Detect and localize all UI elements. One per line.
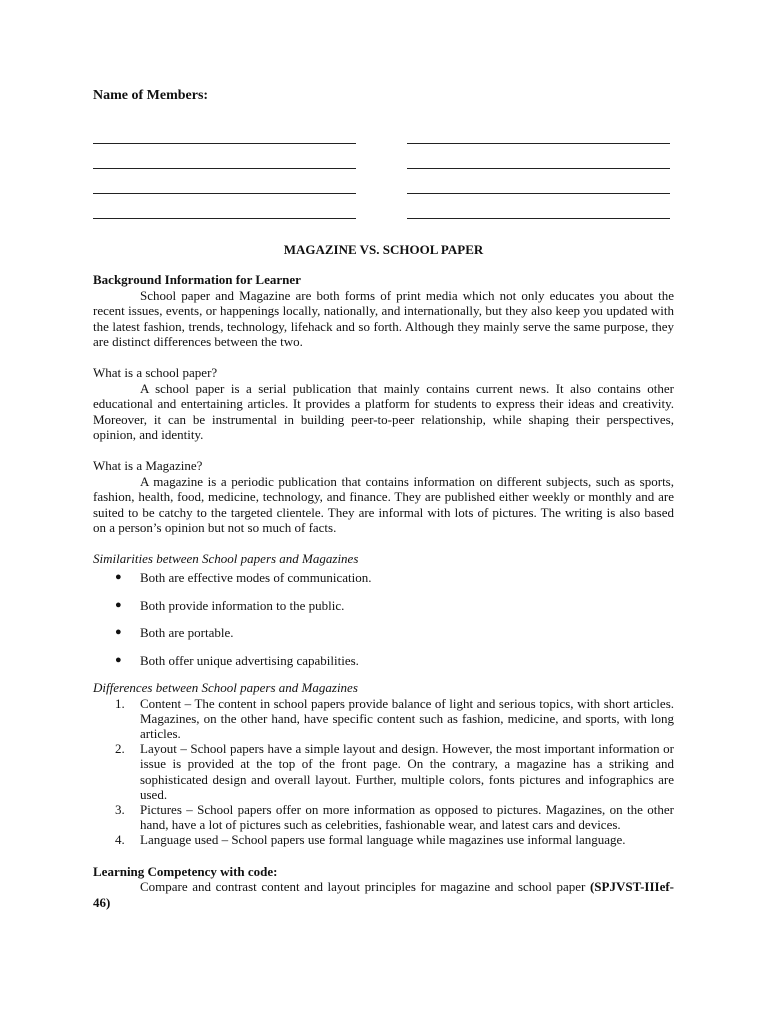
competency-text: Compare and contrast content and layout principles for magazine and school paper [140,879,586,895]
difference-text: Pictures – School papers offer on more information as opposed to pictures. Magazines, on the other hand, have a lot of pictures such as celebrities, fashionable wear, and latest cars and devices. [140,801,674,833]
similarity-text: Both are effective modes of communication. [140,570,372,585]
difference-item [93,696,674,742]
similarity-text: Both offer unique advertising capabilities. [140,652,359,668]
member-name-line [93,194,356,219]
member-name-line [407,144,670,169]
list-number: 4. [115,832,125,848]
school-paper-paragraph: A school paper is a serial publication that mainly contains current news. It also contains other educational and entertaining articles. It provides a platform for students to express their ideas and creativity. Moreover, it can be instrumental in building peer-to-peer relationship, while shaping their perspectives, opinion, and identity. [93,380,674,442]
members-heading: Name of Members: [93,88,209,103]
difference-text: Language used – School papers use formal language while magazines use informal language. [140,832,626,848]
bullet-icon: ● [115,598,122,611]
similarity-item [93,625,674,641]
similarity-text: Both provide information to the public. [140,597,345,613]
similarity-item [93,570,674,586]
bullet-icon: ● [115,653,122,666]
differences-list [93,696,674,848]
document-title: MAGAZINE VS. SCHOOL PAPER [283,242,484,257]
differences-heading: Differences between School papers and Magazines [93,680,358,695]
competency-heading: Learning Competency with code: [93,863,278,879]
magazine-paragraph: A magazine is a periodic publication that contains information on different subjects, such as sports, fashion, health, food, medicine, technology, and finance. They are published either weekly or monthly and are suited to be catchy to the targeted clientele. They are informal with lots of pictures. The writing is also based on a person’s opinion but not so much of facts. [93,473,674,535]
difference-item [93,832,674,847]
similarity-item [93,653,674,669]
list-number: 2. [115,741,125,757]
difference-item [93,802,674,832]
competency-paragraph [93,879,674,910]
similarity-item [93,598,674,614]
difference-item [93,741,674,802]
member-name-lines [93,119,674,219]
bullet-icon: ● [115,626,122,638]
difference-text: Content – The content in school papers provide balance of light and serious topics, with short articles. Magazines, on the other hand, have specific content such as fashion, medicine, and sports, with long articles. [140,695,674,741]
background-paragraph: School paper and Magazine are both forms of print media which not only educates you about the recent issues, events, or happenings locally, nationally, and internationally, but they also keep you updated with the latest fashion, trends, technology, lifehack and so forth. Although they mainly serve the same purpose, they are distinct differences between the two. [93,287,674,349]
bullet-icon: ● [115,571,122,583]
member-name-line [407,194,670,219]
member-name-line [93,144,356,169]
document-page [93,87,674,910]
competency-code: (SPJVST-IIIef-46) [93,879,674,910]
member-name-line [407,169,670,194]
difference-text: Layout – School papers have a simple layout and design. However, the most important information or issue is provided at the top of the front page. On the contrary, a magazine has a striking and sophisticated design and overall layout. Further, multiple colors, fonts pictures and infographics are used. [140,741,674,802]
member-name-line [93,119,356,144]
school-paper-question: What is a school paper? [93,365,218,380]
list-number: 1. [115,695,125,711]
member-name-line [93,169,356,194]
list-number: 3. [115,801,125,817]
similarity-text: Both are portable. [140,625,234,640]
similarities-list [93,570,674,668]
similarities-heading: Similarities between School papers and Magazines [93,550,359,566]
magazine-question: What is a Magazine? [93,458,203,473]
member-name-line [407,119,670,144]
background-heading: Background Information for Learner [93,272,301,287]
